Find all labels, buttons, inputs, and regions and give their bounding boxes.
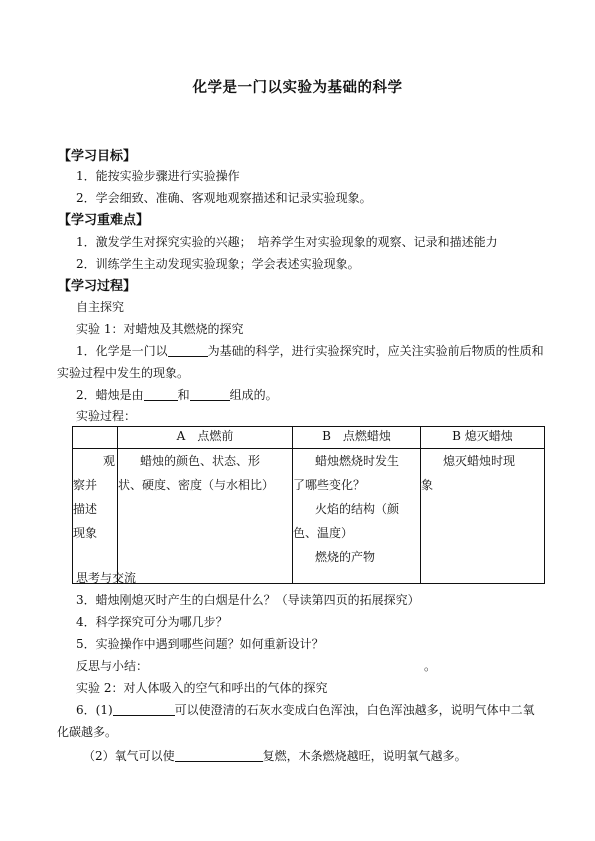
answer-blank-2b[interactable] xyxy=(190,388,230,401)
objective-item-1: 1．能按实验步骤进行实验操作 xyxy=(76,169,240,183)
answer-blank-6-2[interactable] xyxy=(175,749,263,762)
cell-line: 蜡烛燃烧时发生 xyxy=(315,454,400,468)
reflection-end-mark: 。 xyxy=(424,659,437,673)
extinguish-cell[interactable] xyxy=(421,449,545,584)
question-1-part-a: 1．化学是一门以 xyxy=(76,344,168,358)
before-lighting-cell[interactable] xyxy=(118,449,293,584)
row-label-line: 现象 xyxy=(73,526,98,540)
key-point-item-2: 2．训练学生主动发现实验现象；学会表述实验现象。 xyxy=(76,257,360,271)
question-6-part-b: 可以使澄清的石灰水变成白色浑浊，白色浑浊越多，说明气体中二氧 xyxy=(174,703,535,717)
question-5: 5．实验操作中遇到哪些问题？如何重新设计？ xyxy=(76,637,324,651)
key-point-item-1: 1．激发学生对探究实验的兴趣； 培养学生对实验现象的观察、记录和描述能力 xyxy=(76,235,498,249)
question-1 xyxy=(76,342,544,359)
cell-line: 火焰的结构（颜 xyxy=(315,502,400,516)
experiment-1-title: 实验 1：对蜡烛及其燃烧的探究 xyxy=(76,322,244,336)
question-2-part-b: 和 xyxy=(177,388,190,402)
experiment-2-title: 实验 2：对人体吸入的空气和呼出的气体的探究 xyxy=(76,681,328,695)
cell-line: 了哪些变化？ xyxy=(293,478,366,492)
row-label-line: 观 xyxy=(102,454,115,468)
question-2-part-a: 2．蜡烛是由 xyxy=(76,388,144,402)
row-label-line: 描述 xyxy=(73,502,98,516)
question-6-2-part-b: 复燃，木条燃烧越旺，说明氧气越多。 xyxy=(262,749,467,763)
question-6-2-part-a: （2）氧气可以使 xyxy=(83,749,175,763)
cell-line: 状、硬度、密度（与水相比） xyxy=(118,478,275,492)
experiment-table xyxy=(72,426,545,584)
table-header-lighting: B 点燃蜡烛 xyxy=(293,427,421,449)
lighting-cell[interactable] xyxy=(293,449,421,584)
key-points-heading: 【学习重难点】 xyxy=(58,213,150,228)
objective-item-2: 2．学会细致、准确、客观地观察描述和记录实验现象。 xyxy=(76,191,372,205)
question-4: 4．科学探究可分为哪几步？ xyxy=(76,615,228,629)
cell-line: 象 xyxy=(421,478,434,492)
answer-blank-1[interactable] xyxy=(168,344,208,357)
reflection-label: 反思与小结： xyxy=(76,659,149,673)
question-6-part-2 xyxy=(83,747,467,764)
table-header-before-lighting: A 点燃前 xyxy=(118,427,293,449)
question-6 xyxy=(76,701,535,718)
cell-line: 蜡烛的颜色、状态、形 xyxy=(140,454,261,468)
question-1-continued: 实验过程中发生的现象。 xyxy=(57,366,190,380)
cell-line: 熄灭蜡烛时现 xyxy=(443,454,516,468)
table-header-extinguish: B 熄灭蜡烛 xyxy=(421,427,545,449)
table-header-row xyxy=(73,427,545,449)
self-explore-label: 自主探究 xyxy=(76,300,125,314)
question-2-part-c: 组成的。 xyxy=(229,388,278,402)
table-header-empty xyxy=(73,427,118,449)
answer-blank-6[interactable] xyxy=(113,703,175,716)
page-title: 化学是一门以实验为基础的科学 xyxy=(192,79,403,96)
cell-line: 燃烧的产物 xyxy=(315,550,376,564)
question-1-part-b: 为基础的科学，进行实验探究时，应关注实验前后物质的性质和 xyxy=(207,344,544,358)
cell-line: 色、温度） xyxy=(293,526,354,540)
question-6-part-a: 6．(1) xyxy=(76,703,113,717)
question-6-continued: 化碳越多。 xyxy=(57,725,118,739)
objectives-heading: 【学习目标】 xyxy=(58,149,137,164)
question-2 xyxy=(76,386,278,403)
discussion-label: 思考与交流 xyxy=(76,571,137,585)
question-3: 3．蜡烛刚熄灭时产生的白烟是什么？（导读第四页的拓展探究） xyxy=(76,593,420,607)
row-label-line: 察并 xyxy=(73,478,98,492)
table-row xyxy=(73,449,545,584)
answer-blank-2a[interactable] xyxy=(144,388,178,401)
row-label-cell xyxy=(73,449,118,584)
experiment-process-label: 实验过程： xyxy=(76,409,137,423)
process-heading: 【学习过程】 xyxy=(58,279,137,294)
